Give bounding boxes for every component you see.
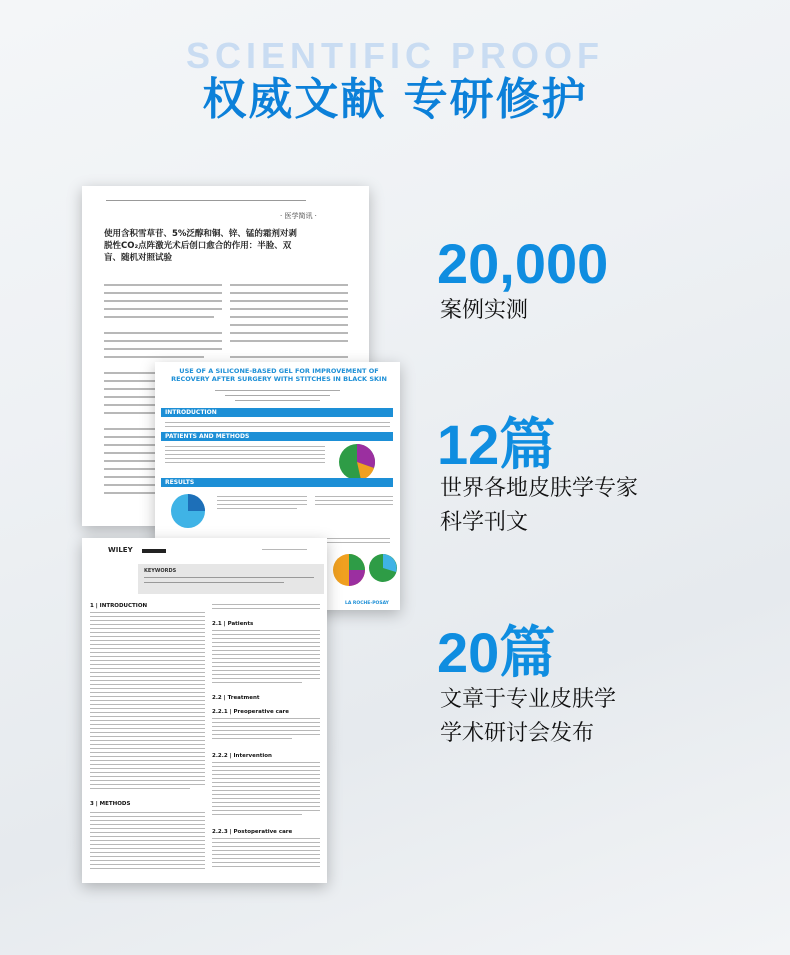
- poster-title: USE OF A SILICONE-BASED GEL FOR IMPROVEMENT OF RECOVERY AFTER SURGERY WITH STITCHES IN BLACK SKIN: [171, 367, 387, 383]
- document-title: 使用含积雪草苷、5%泛醇和铜、锌、锰的霜剂对剥脱性CO₂点阵激光术后创口愈合的作用：半脸、双盲、随机对照试验: [104, 229, 297, 263]
- document-wiley: [82, 538, 327, 883]
- stat-label: 科学刊文: [440, 510, 529, 535]
- section-banner-introduction: INTRODUCTION: [161, 408, 393, 417]
- eyebrow-title: SCIENTIFIC PROOF: [185, 35, 604, 76]
- stat-number: 20,000: [437, 232, 609, 295]
- stat-label: 文章于专业皮肤学: [440, 687, 617, 712]
- section-heading: 2.2.3 | Postoperative care: [212, 829, 293, 835]
- section-heading: 2.2.2 | Intervention: [212, 753, 272, 759]
- keywords-box: KEYWORDS: [138, 564, 324, 594]
- section-heading: 3 | METHODS: [90, 801, 131, 807]
- section-banner-results: RESULTS: [161, 478, 393, 487]
- section-tag: · 医学简讯 ·: [280, 212, 317, 220]
- section-banner-patients: PATIENTS AND METHODS: [161, 432, 393, 441]
- poster-header: [155, 362, 400, 408]
- section-heading: 2.2.1 | Preoperative care: [212, 709, 289, 715]
- stat-label: 世界各地皮肤学专家: [440, 476, 639, 501]
- section-heading: 1 | INTRODUCTION: [90, 603, 148, 609]
- pie-chart-a: [337, 442, 377, 482]
- publisher-label: WILEY: [108, 546, 133, 554]
- pie-chart-b: [169, 492, 207, 530]
- section-heading: 2.1 | Patients: [212, 621, 254, 627]
- stat-number: 12篇: [437, 413, 556, 476]
- stat-label: 学术研讨会发布: [440, 721, 595, 746]
- section-heading: 2.2 | Treatment: [212, 695, 260, 701]
- poster-brand: LA ROCHE-POSAY: [345, 601, 389, 606]
- pie-chart-d: [367, 552, 399, 584]
- headline: 权威文献 专研修护: [202, 74, 588, 125]
- pie-chart-c: [331, 552, 367, 588]
- stat-number: 20篇: [437, 621, 556, 684]
- stat-label: 案例实测: [440, 298, 529, 323]
